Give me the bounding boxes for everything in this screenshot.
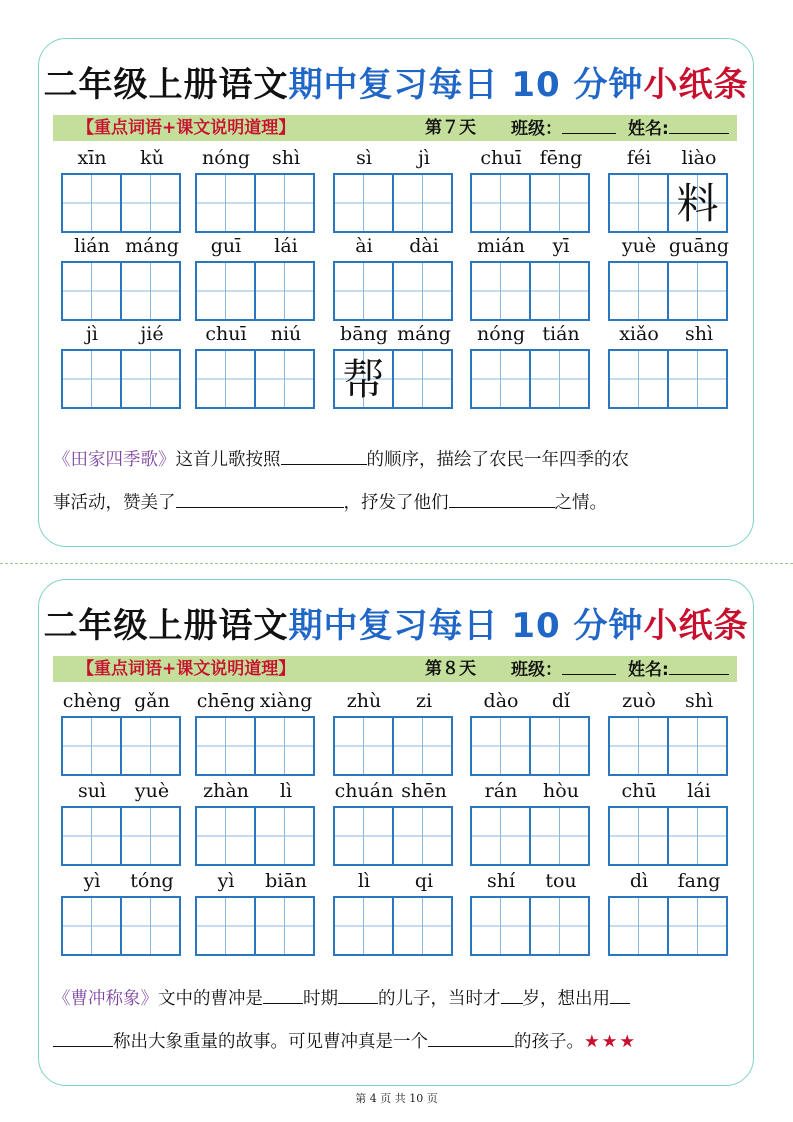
tianzige-boxes <box>195 716 315 776</box>
tianzige-boxes <box>470 173 590 233</box>
written-character <box>531 898 588 954</box>
pinyin-syllable: shì <box>684 323 714 345</box>
written-character <box>63 718 120 774</box>
written-character <box>531 351 588 407</box>
writing-cell[interactable] <box>529 808 588 864</box>
pinyin-syllable: lái <box>687 780 711 802</box>
writing-cell[interactable] <box>335 718 392 774</box>
pinyin-syllable: zhù <box>346 690 382 712</box>
pinyin-syllable: chū <box>621 780 657 802</box>
pinyin-syllable: chuī <box>205 323 247 345</box>
tianzige-boxes <box>608 349 728 409</box>
written-character <box>256 898 313 954</box>
written-character <box>63 351 120 407</box>
written-character <box>669 718 726 774</box>
tianzige-boxes <box>61 806 181 866</box>
written-character <box>256 263 313 319</box>
tianzige-boxes <box>608 716 728 776</box>
pinyin-label <box>470 147 594 173</box>
writing-cell[interactable] <box>529 263 588 319</box>
title-part-grade: 二年级上册语文 <box>43 65 289 105</box>
pinyin-syllable: shēn <box>401 780 447 802</box>
pinyin-syllable: yī <box>552 235 570 257</box>
writing-cell[interactable] <box>610 808 667 864</box>
pinyin-syllable: chēng <box>196 690 256 712</box>
pinyin-label <box>470 235 594 261</box>
written-character <box>610 263 667 319</box>
pinyin-syllable: jì <box>86 323 98 345</box>
pinyin-label <box>195 235 319 261</box>
pinyin-label <box>470 780 594 806</box>
written-character <box>472 351 529 407</box>
pinyin-label <box>195 690 319 716</box>
writing-cell[interactable] <box>63 175 120 231</box>
pinyin-syllable: shì <box>271 147 301 169</box>
written-character <box>197 898 254 954</box>
writing-cell[interactable] <box>392 175 451 231</box>
writing-cell[interactable] <box>63 718 120 774</box>
class-name-fields <box>511 115 729 142</box>
pinyin-label <box>333 323 457 349</box>
pinyin-syllable: rán <box>484 780 518 802</box>
pinyin-syllable: hòu <box>543 780 579 802</box>
pinyin-syllable: dào <box>483 690 519 712</box>
title-part-note: 小纸条 <box>643 606 749 646</box>
tianzige-boxes <box>333 806 453 866</box>
written-character <box>610 351 667 407</box>
tianzige-boxes <box>333 261 453 321</box>
answer-blank[interactable] <box>281 446 367 465</box>
name-blank[interactable] <box>669 656 729 675</box>
tianzige-boxes <box>195 896 315 956</box>
written-character <box>531 808 588 864</box>
writing-cell[interactable] <box>63 808 120 864</box>
written-character <box>669 351 726 407</box>
answer-blank[interactable] <box>53 1028 113 1047</box>
pinyin-label <box>61 235 185 261</box>
answer-blank[interactable] <box>501 985 523 1004</box>
pinyin-syllable: zhàn <box>203 780 249 802</box>
pinyin-syllable: lì <box>357 870 371 892</box>
tianzige-boxes <box>61 716 181 776</box>
tianzige-boxes <box>195 261 315 321</box>
writing-cell[interactable] <box>197 718 254 774</box>
pinyin-label <box>61 870 185 896</box>
pinyin-syllable: sì <box>356 147 372 169</box>
writing-cell[interactable] <box>529 718 588 774</box>
pinyin-syllable: lái <box>274 235 298 257</box>
answer-blank[interactable] <box>610 985 630 1004</box>
pinyin-syllable: liào <box>681 147 717 169</box>
written-character <box>394 808 451 864</box>
answer-blank[interactable] <box>263 985 303 1004</box>
written-character <box>122 263 179 319</box>
pinyin-syllable: biān <box>265 870 307 892</box>
pinyin-label <box>470 690 594 716</box>
name-label: 姓名: <box>628 119 669 139</box>
category-label: 【重点词语+课文说明道理】 <box>77 118 296 138</box>
pinyin-syllable: tián <box>542 323 580 345</box>
writing-cell[interactable] <box>392 898 451 954</box>
class-blank[interactable] <box>562 656 616 675</box>
writing-cell[interactable] <box>197 175 254 231</box>
title-part-review: 期中复习每日 <box>288 65 499 105</box>
written-character <box>197 718 254 774</box>
tianzige-boxes <box>608 261 728 321</box>
pinyin-syllable: shí <box>486 870 516 892</box>
page-footer: 第 4 页 共 10 页 <box>355 1092 438 1105</box>
written-character <box>394 351 451 407</box>
written-character <box>394 175 451 231</box>
written-character <box>122 808 179 864</box>
writing-cell[interactable] <box>667 263 726 319</box>
written-character <box>531 718 588 774</box>
pinyin-syllable: zi <box>415 690 433 712</box>
pinyin-syllable: tóng <box>130 870 174 892</box>
day-label: 第８天 <box>425 659 476 679</box>
pinyin-label <box>608 235 732 261</box>
pinyin-syllable: guāng <box>668 235 730 257</box>
tianzige-boxes <box>195 173 315 233</box>
written-character: 料 <box>676 179 719 228</box>
name-blank[interactable] <box>669 115 729 134</box>
written-character <box>472 718 529 774</box>
writing-cell[interactable] <box>120 351 179 407</box>
written-character <box>335 263 392 319</box>
writing-cell[interactable] <box>197 808 254 864</box>
written-character <box>335 898 392 954</box>
pinyin-syllable: yuè <box>134 780 170 802</box>
writing-cell[interactable] <box>472 718 529 774</box>
pinyin-label <box>195 323 319 349</box>
pinyin-syllable: xiàng <box>259 690 313 712</box>
pinyin-syllable: dì <box>629 870 649 892</box>
writing-cell[interactable] <box>197 263 254 319</box>
tianzige-boxes <box>61 261 181 321</box>
title-part-grade: 二年级上册语文 <box>43 606 289 646</box>
title-part-number: 10 <box>498 606 574 646</box>
tianzige-boxes <box>195 806 315 866</box>
card-title <box>39 598 753 647</box>
written-character <box>394 898 451 954</box>
pinyin-label <box>470 870 594 896</box>
writing-cell[interactable] <box>392 263 451 319</box>
written-character <box>63 898 120 954</box>
writing-cell[interactable] <box>335 898 392 954</box>
pinyin-syllable: yì <box>83 870 101 892</box>
writing-cell[interactable] <box>392 351 451 407</box>
title-part-review: 期中复习每日 <box>288 606 499 646</box>
written-character <box>394 718 451 774</box>
writing-cell[interactable] <box>254 898 313 954</box>
day-label: 第７天 <box>425 118 476 138</box>
pinyin-syllable: xīn <box>77 147 107 169</box>
title-part-minutes: 分钟 <box>573 65 644 105</box>
text-title: 《曹冲称象》 <box>53 989 158 1009</box>
tianzige-boxes <box>470 261 590 321</box>
writing-cell[interactable] <box>254 718 313 774</box>
pinyin-syllable: lián <box>74 235 110 257</box>
title-part-number: 10 <box>498 65 574 105</box>
writing-cell[interactable] <box>254 351 313 407</box>
question-text: 称出大象重量的故事。可见曹冲真是一个 <box>113 1032 428 1052</box>
pinyin-syllable: gǎn <box>134 690 170 712</box>
tianzige-boxes <box>61 173 181 233</box>
writing-cell[interactable] <box>254 808 313 864</box>
writing-cell[interactable] <box>529 351 588 407</box>
pinyin-syllable: dài <box>409 235 439 257</box>
worksheet-card-day8 <box>38 579 754 1086</box>
written-character <box>335 808 392 864</box>
pinyin-syllable: féi <box>626 147 652 169</box>
title-part-minutes: 分钟 <box>573 606 644 646</box>
pinyin-syllable: chèng <box>62 690 122 712</box>
writing-cell[interactable] <box>472 263 529 319</box>
pinyin-syllable: mián <box>477 235 525 257</box>
pinyin-label <box>61 690 185 716</box>
pinyin-label <box>608 690 732 716</box>
answer-blank[interactable] <box>338 985 378 1004</box>
tianzige-boxes <box>470 896 590 956</box>
pinyin-syllable: qi <box>414 870 434 892</box>
writing-cell[interactable] <box>610 175 667 231</box>
pinyin-syllable: suì <box>77 780 107 802</box>
tianzige-boxes <box>470 349 590 409</box>
written-character <box>256 175 313 231</box>
pinyin-syllable: fēng <box>539 147 583 169</box>
written-character <box>610 175 667 231</box>
tianzige-boxes <box>608 173 728 233</box>
writing-cell[interactable] <box>529 175 588 231</box>
written-character <box>122 175 179 231</box>
pinyin-syllable: bāng <box>340 323 388 345</box>
writing-cell[interactable] <box>472 175 529 231</box>
pinyin-syllable: guī <box>210 235 242 257</box>
tianzige-boxes <box>61 349 181 409</box>
name-label: 姓名: <box>628 660 669 680</box>
written-character: 帮 <box>342 355 385 404</box>
text-title: 《田家四季歌》 <box>53 450 176 470</box>
pinyin-label <box>195 780 319 806</box>
written-character <box>531 175 588 231</box>
written-character <box>256 808 313 864</box>
writing-cell[interactable] <box>335 175 392 231</box>
writing-cell[interactable] <box>63 898 120 954</box>
difficulty-stars: ★★★ <box>584 1032 638 1052</box>
header-band <box>53 115 737 141</box>
written-character <box>335 175 392 231</box>
written-character <box>669 898 726 954</box>
question-text: 这首儿歌按照 <box>175 450 281 470</box>
writing-cell[interactable] <box>120 808 179 864</box>
pinyin-syllable: shì <box>684 690 714 712</box>
written-character <box>197 263 254 319</box>
written-character <box>394 263 451 319</box>
pinyin-label <box>61 780 185 806</box>
pinyin-label <box>333 235 457 261</box>
written-character <box>256 718 313 774</box>
writing-cell[interactable] <box>335 808 392 864</box>
pinyin-label <box>608 147 732 173</box>
writing-cell[interactable] <box>610 263 667 319</box>
pinyin-syllable: nóng <box>201 147 251 169</box>
written-character <box>122 351 179 407</box>
writing-cell[interactable] <box>392 718 451 774</box>
class-blank[interactable] <box>562 115 616 134</box>
question-text: 文中的曹冲是 <box>158 989 263 1009</box>
tianzige-boxes <box>608 806 728 866</box>
writing-cell[interactable] <box>254 175 313 231</box>
pinyin-syllable: niú <box>270 323 302 345</box>
writing-cell[interactable] <box>472 808 529 864</box>
class-label: 班级： <box>511 660 562 680</box>
pinyin-syllable: tou <box>545 870 577 892</box>
writing-cell[interactable] <box>667 808 726 864</box>
written-character <box>122 718 179 774</box>
tianzige-boxes <box>470 806 590 866</box>
question-text: 的儿子，当时才 <box>378 989 501 1009</box>
writing-cell[interactable] <box>610 898 667 954</box>
tianzige-boxes <box>333 716 453 776</box>
pinyin-label <box>195 870 319 896</box>
answer-blank[interactable] <box>428 1028 514 1047</box>
writing-cell[interactable] <box>120 898 179 954</box>
written-character <box>472 898 529 954</box>
written-character <box>472 808 529 864</box>
pinyin-label <box>195 147 319 173</box>
writing-cell[interactable] <box>667 718 726 774</box>
writing-cell[interactable] <box>63 263 120 319</box>
pinyin-label <box>61 323 185 349</box>
writing-cell[interactable] <box>610 351 667 407</box>
pinyin-syllable: yì <box>217 870 235 892</box>
writing-cell[interactable] <box>392 808 451 864</box>
pinyin-label <box>608 870 732 896</box>
question-text: 岁，想出用 <box>522 989 610 1009</box>
written-character <box>610 898 667 954</box>
pinyin-label <box>608 780 732 806</box>
written-character <box>122 898 179 954</box>
writing-cell[interactable] <box>197 351 254 407</box>
written-character <box>335 718 392 774</box>
pinyin-label <box>61 147 185 173</box>
question-text: ，抒发了他们 <box>343 493 449 513</box>
pinyin-syllable: ài <box>355 235 373 257</box>
written-character <box>63 175 120 231</box>
written-character <box>472 175 529 231</box>
writing-cell[interactable] <box>254 263 313 319</box>
written-character <box>610 808 667 864</box>
question-text: 时期 <box>303 989 338 1009</box>
tianzige-boxes <box>470 716 590 776</box>
writing-cell[interactable] <box>120 263 179 319</box>
written-character <box>610 718 667 774</box>
written-character <box>472 263 529 319</box>
worksheet-card-day7 <box>38 38 754 547</box>
tianzige-boxes <box>61 896 181 956</box>
written-character <box>531 263 588 319</box>
written-character <box>63 808 120 864</box>
writing-cell[interactable] <box>667 175 726 231</box>
writing-cell[interactable] <box>120 718 179 774</box>
question-text: 之情。 <box>554 493 607 513</box>
pinyin-label <box>608 323 732 349</box>
writing-cell[interactable] <box>335 351 392 407</box>
tianzige-boxes <box>195 349 315 409</box>
question-text: 的顺序，描绘了农民一年四季的农 <box>366 450 629 470</box>
written-character <box>197 351 254 407</box>
pinyin-label <box>333 780 457 806</box>
pinyin-syllable: jié <box>140 323 164 345</box>
tianzige-boxes <box>333 896 453 956</box>
written-character <box>197 808 254 864</box>
pinyin-syllable: jì <box>418 147 430 169</box>
pinyin-syllable: nóng <box>476 323 526 345</box>
writing-cell[interactable] <box>120 175 179 231</box>
pinyin-label <box>333 147 457 173</box>
writing-cell[interactable] <box>610 718 667 774</box>
pinyin-label <box>333 870 457 896</box>
tianzige-boxes <box>608 896 728 956</box>
writing-cell[interactable] <box>197 898 254 954</box>
pinyin-syllable: chuán <box>334 780 394 802</box>
text-question <box>53 439 743 525</box>
writing-cell[interactable] <box>335 263 392 319</box>
writing-cell[interactable] <box>667 351 726 407</box>
question-text: 事活动，赞美了 <box>53 493 176 513</box>
pinyin-label <box>333 690 457 716</box>
header-band <box>53 656 737 682</box>
class-name-fields <box>511 656 729 683</box>
written-character <box>197 175 254 231</box>
text-question <box>53 978 743 1064</box>
pinyin-syllable: máng <box>125 235 179 257</box>
question-text: 的孩子。 <box>514 1032 584 1052</box>
card-title <box>39 57 753 106</box>
pinyin-syllable: xiǎo <box>619 323 659 345</box>
pinyin-syllable: dǐ <box>551 690 571 712</box>
writing-cell[interactable] <box>667 898 726 954</box>
writing-cell[interactable] <box>529 898 588 954</box>
cut-line <box>0 563 793 564</box>
writing-cell[interactable] <box>63 351 120 407</box>
pinyin-syllable: máng <box>397 323 451 345</box>
title-part-note: 小纸条 <box>643 65 749 105</box>
pinyin-syllable: fang <box>677 870 721 892</box>
pinyin-syllable: zuò <box>622 690 656 712</box>
writing-cell[interactable] <box>472 351 529 407</box>
written-character <box>63 263 120 319</box>
answer-blank[interactable] <box>449 489 555 508</box>
category-label: 【重点词语+课文说明道理】 <box>77 659 296 679</box>
class-label: 班级： <box>511 119 562 139</box>
pinyin-syllable: kǔ <box>140 147 164 169</box>
pinyin-label <box>470 323 594 349</box>
pinyin-syllable: lì <box>279 780 293 802</box>
written-character <box>256 351 313 407</box>
pinyin-syllable: yuè <box>621 235 657 257</box>
answer-blank[interactable] <box>176 489 344 508</box>
tianzige-boxes <box>333 173 453 233</box>
writing-cell[interactable] <box>472 898 529 954</box>
pinyin-syllable: chuī <box>480 147 522 169</box>
written-character <box>669 808 726 864</box>
tianzige-boxes <box>333 349 453 409</box>
written-character <box>669 263 726 319</box>
